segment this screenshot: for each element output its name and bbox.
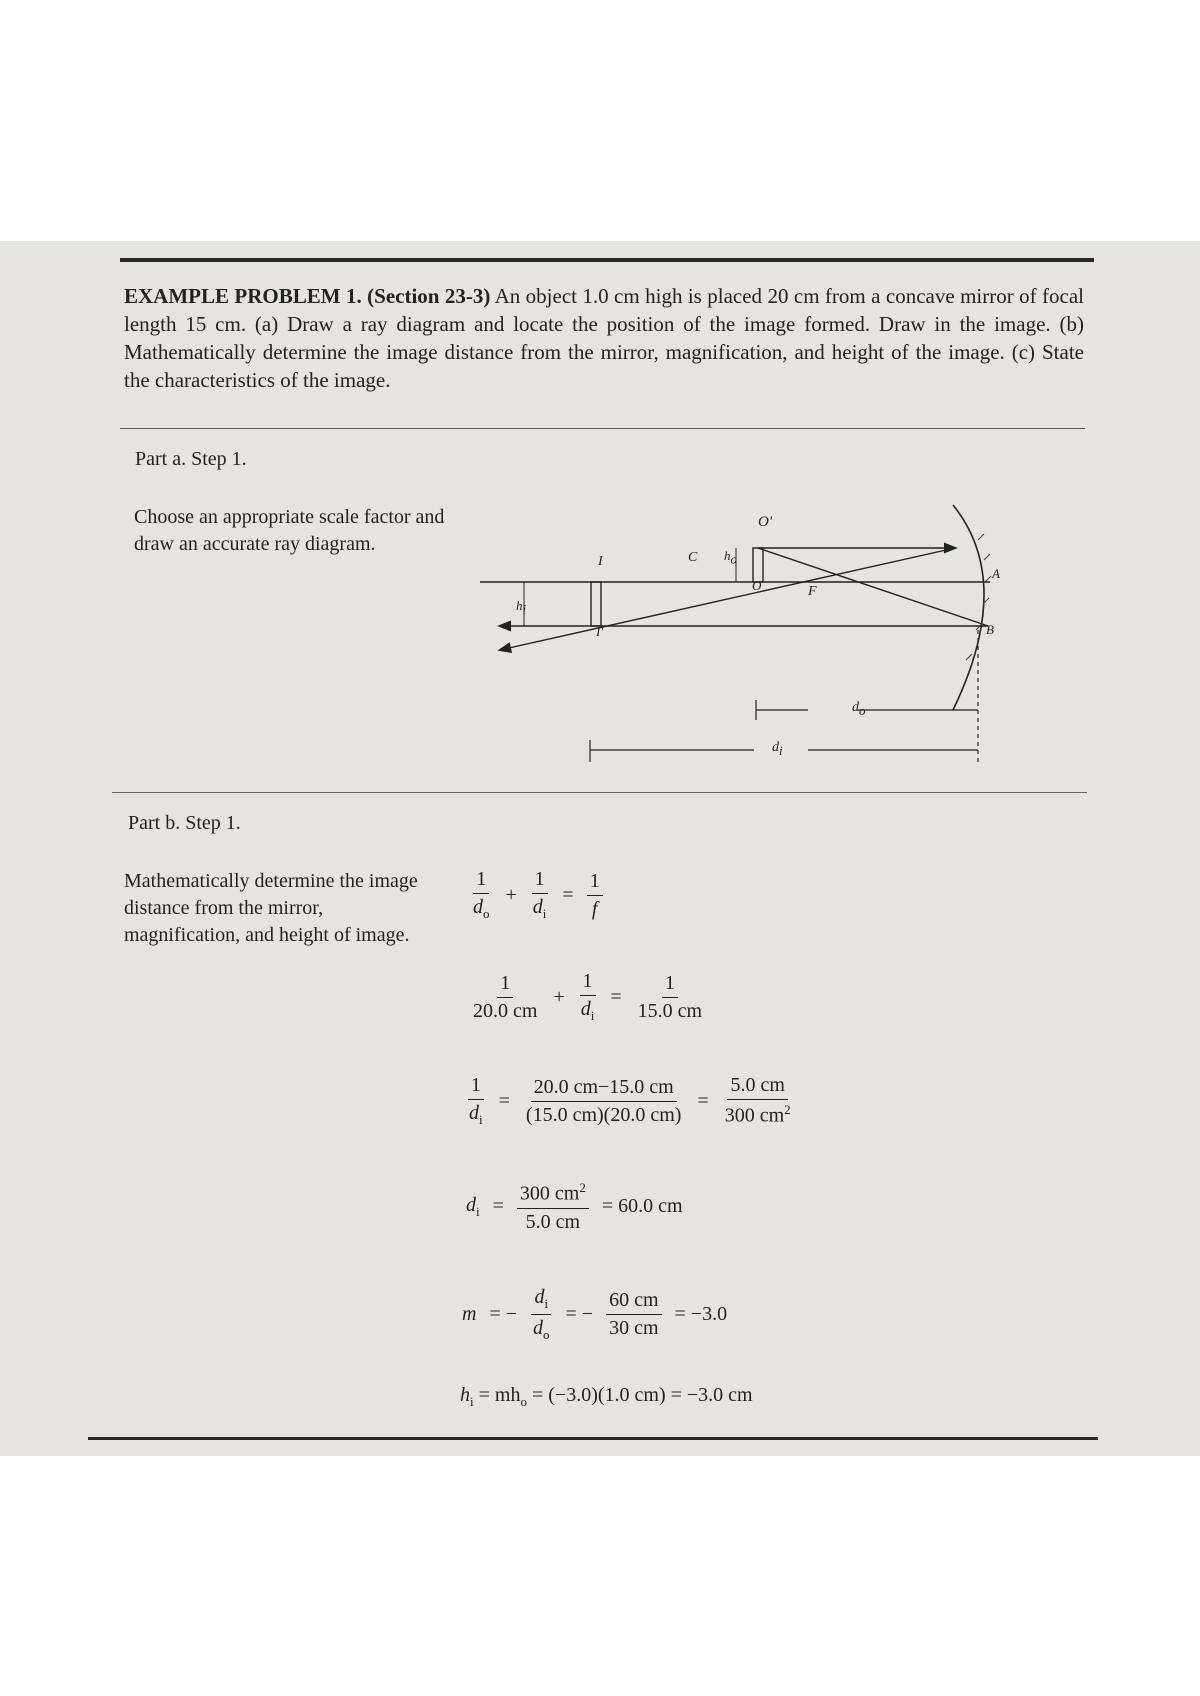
bottom-rule <box>88 1437 1098 1440</box>
ray-diagram <box>470 500 1030 770</box>
section-divider <box>120 428 1085 429</box>
part-b-instruction: Mathematically determine the image distance from the mirror, magnification, and height of image. <box>124 870 418 946</box>
part-b-label: Part b. Step 1. <box>128 812 241 834</box>
problem-section: (Section 23-3) <box>367 284 491 308</box>
label-image-top: I' <box>596 624 604 639</box>
image-distance-result: $d_i$ = $\frac{300 cm^2}{5.0 cm}$ = 60.0 cm <box>466 1180 683 1233</box>
label-point-a: A <box>992 566 1000 581</box>
section-divider-2 <box>112 792 1087 793</box>
problem-heading: EXAMPLE PROBLEM 1. <box>124 284 362 308</box>
reciprocal-image-distance: $\frac{1}{d_i}$ = $\frac{20.0 cm-15.0 cm}{(15.0 cm)(20.0 cm)}$ = $\frac{5.0 cm}{300 cm^2}$ <box>469 1074 791 1127</box>
label-image-height: $h_i$ <box>516 598 527 617</box>
concave-mirror <box>953 505 984 710</box>
part-a-instruction: Choose an appropriate scale factor and draw an accurate ray diagram. <box>134 506 445 555</box>
label-image-distance: $d_i$ <box>772 740 783 758</box>
label-center: C <box>688 550 698 565</box>
problem-text: An object 1.0 cm high is placed 20 cm from a concave mirror of focal length 15 cm. (a) Draw a ray diagram and locate the position of the image formed. Draw in the image. (b) Mathematically determine the image distance from the mirror, magnification, and height of the image. (c) State the characteristics of the image. <box>124 284 1084 392</box>
label-image: I <box>598 554 603 569</box>
substituted-equation: $\frac{1}{20.0 cm}$ + $\frac{1}{d_i}$ = $\frac{1}{15.0 cm}$ <box>473 970 703 1023</box>
part-a-label: Part a. Step 1. <box>135 448 247 470</box>
ray-2-incident <box>758 548 988 626</box>
label-object-height: $h_o$ <box>724 548 737 567</box>
label-object-base: O <box>752 578 762 593</box>
scanned-sheet <box>0 241 1200 1456</box>
object-arrow <box>753 548 763 582</box>
label-focus: F <box>808 584 817 599</box>
top-rule <box>120 258 1094 262</box>
magnification-equation: m = − $\frac{d_i}{d_o}$ = − $\frac{60 cm}{30 cm}$ = −3.0 <box>462 1286 728 1342</box>
image-arrow <box>591 582 601 626</box>
image-height-equation: $h_i = mh_o = (-3.0)(1.0$ cm) = −3.0 cm <box>460 1384 753 1409</box>
problem-statement <box>124 282 1084 394</box>
thin-mirror-equation: $\frac{1}{d_o}$ + $\frac{1}{d_i}$ = $\frac{1}{f}$ <box>466 868 607 922</box>
label-object-distance: $d_o$ <box>852 700 866 718</box>
label-object-top: O' <box>758 514 773 530</box>
label-point-b: B <box>986 622 994 637</box>
